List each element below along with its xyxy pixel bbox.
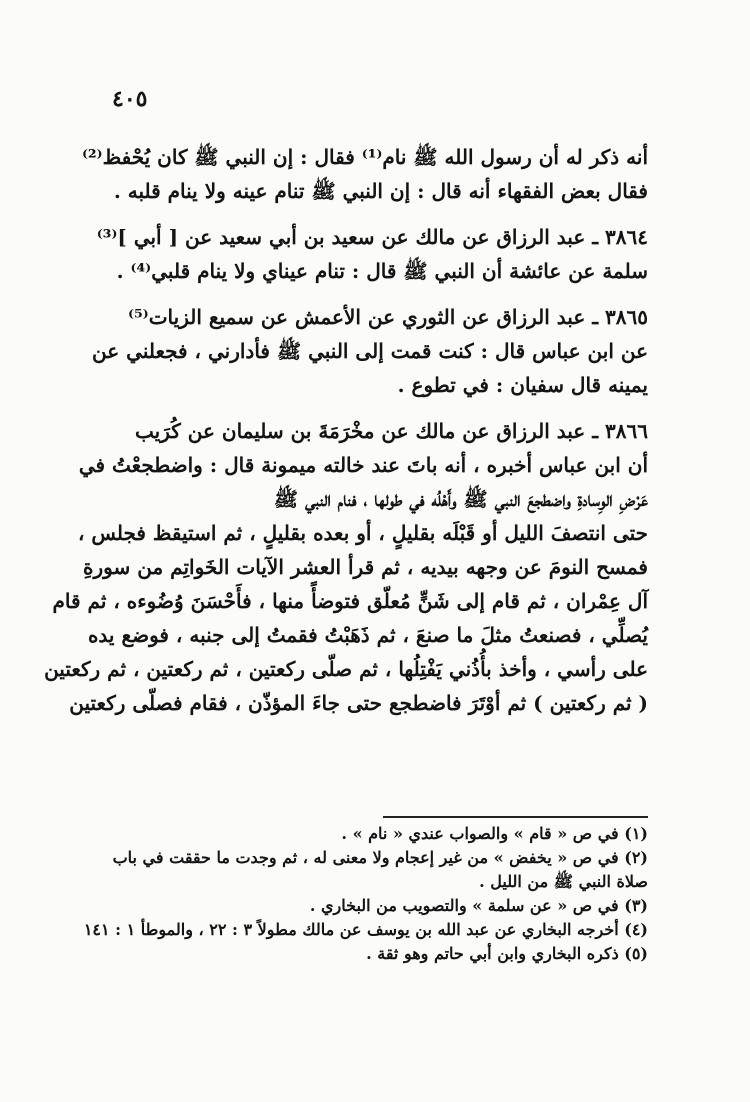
text-line: فقال بعض الفقهاء أنه قال : إن النبي ﷺ تنام عينه ولا ينام قلبه .	[113, 179, 648, 203]
text-line: يُصلِّي ، فصنعتُ مثلَ ما صنعَ ، ثم ذَهَبْتُ فقمتُ إلى جنبه ، فوضع يده	[87, 623, 648, 647]
hadith-3864-line: ٣٨٦٤ ـ عبد الرزاق عن مالك عن سعيد بن أبي سعيد عن [ أبي ]⁽³⁾	[96, 225, 648, 249]
text-line: سلمة عن عائشة أن النبي ﷺ قال : تنام عيناي ولا ينام قلبي⁽⁴⁾ .	[116, 259, 648, 283]
text-line: حتى انتصفَ الليل أو قَبْلَه بقليلٍ ، أو بعده بقليلٍ ، ثم استيقظ فجلس ،	[77, 521, 648, 545]
footnote-5: (٥) ذكره البخاري وابن أبي حاتم وهو ثقة .	[366, 944, 648, 963]
text-line: ( ثم ركعتين ) ثم أوْتَرَ فاضطجع حتى جاءَ المؤذّن ، فقام فصلّى ركعتين	[69, 691, 648, 715]
footnote-3: (٣) في ص « عن سلمة » والتصويب من البخاري .	[309, 896, 648, 915]
hadith-3866-line: ٣٨٦٦ ـ عبد الرزاق عن مالك عن مخْرَمَةَ بن سليمان عن كُرَيب	[135, 419, 648, 443]
text-line: أنه ذكر له أن رسول الله ﷺ نام⁽¹⁾ فقال : إن النبي ﷺ كان يُحْفظ⁽²⁾	[81, 145, 648, 169]
footnote-4: (٤) أخرجه البخاري عن عبد الله بن يوسف عن مالك مطولاً ٣ : ٢٢ ، والموطأ ١ : ١٤١	[83, 920, 648, 939]
text-line: آل عِمْران ، ثم قام إلى شَنٍّ مُعلّق فتوضأً منها ، فأَحْسَنَ وُضُوءه ، ثم قام	[52, 589, 648, 613]
text-line: يمينه قال سفيان : في تطوع .	[397, 373, 648, 397]
text-line: على رأسي ، وأخذ بأُذُني يَفْتِلُها ، ثم صلّى ركعتين ، ثم ركعتين ، ثم ركعتين	[44, 657, 648, 681]
text-line: عَرْضِ الوِسادةِ واضطجعَ النبي ﷺ وأَهْلُه في طولها ، فنام النبي ﷺ	[273, 487, 648, 511]
footnote-divider	[383, 816, 648, 818]
text-line: فمسح النومَ عن وجهه بيديه ، ثم قرأ العشر الآيات الخَواتِم من سورةِ	[83, 555, 648, 579]
hadith-3865-line: ٣٨٦٥ ـ عبد الرزاق عن الثوري عن الأعمش عن سميع الزيات⁽⁵⁾	[128, 305, 648, 329]
footnote-2: (٢) في ص « يخفض » من غير إعجام ولا معنى له ، ثم وجدت ما حققت في باب	[112, 848, 648, 867]
main-text	[44, 140, 648, 720]
text-line: أن ابن عباس أخبره ، أنه باتَ عند خالته ميمونة قال : واضطجعْتُ في	[78, 453, 648, 477]
page-number: ٤٠٥	[112, 86, 148, 112]
footnotes	[83, 822, 648, 966]
footnote-2-continued: صلاة النبي ﷺ من الليل .	[479, 872, 648, 891]
footnote-1: (١) في ص « قام » والصواب عندي « نام » .	[341, 824, 648, 843]
text-line: عن ابن عباس قال : كنت قمت إلى النبي ﷺ فأدارني ، فجعلني عن	[92, 339, 648, 363]
